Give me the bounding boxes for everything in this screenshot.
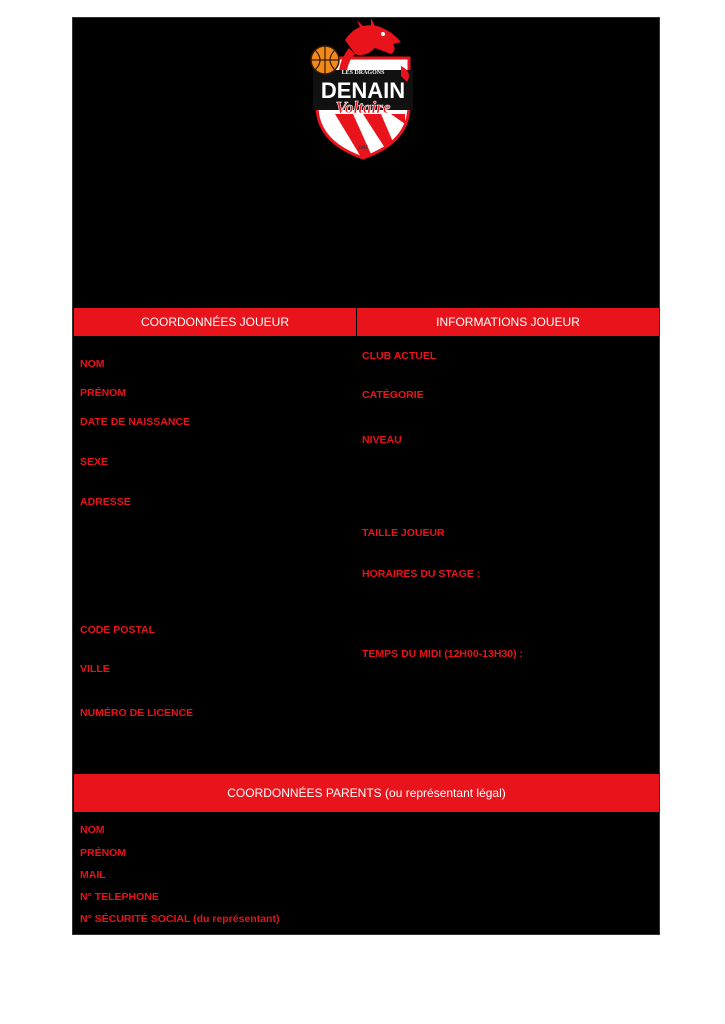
label-temps-midi: TEMPS DU MIDI (12H00-13H30) : [362,648,524,660]
label-adresse: ADRESSE [80,496,131,508]
label-taille: TAILLE JOUEUR [362,527,445,539]
label-parent-telephone: N° TELEPHONE [80,891,159,903]
label-prenom: PRÉNOM [80,387,127,399]
parents-header: COORDONNÉES PARENTS (ou représentant légal) [74,774,659,812]
label-code-postal: CODE POSTAL [80,624,156,636]
label-date-naissance: DATE DE NAISSANCE [80,416,191,428]
label-licence: NUMÉRO DE LICENCE [80,707,194,719]
label-ville: VILLE [80,663,110,675]
logo-name: DENAIN [320,78,406,103]
label-club-actuel: CLUB ACTUEL [362,350,437,362]
label-nom: NOM [80,358,105,370]
player-info-header: INFORMATIONS JOUEUR [357,308,659,336]
label-parent-nom: NOM [80,824,105,836]
label-parent-mail: MAIL [80,869,106,881]
registration-form [72,17,660,935]
club-logo [305,18,421,164]
label-niveau: NIVEAU [362,434,402,446]
label-parent-prenom: PRÉNOM [80,847,127,859]
label-categorie: CATÉGORIE [362,389,424,401]
label-horaires: HORAIRES DU STAGE : [362,568,481,580]
label-parent-secu: N° SÉCURITÉ SOCIAL (du représentant) [80,913,280,925]
logo-script: Voltaire [335,98,391,117]
label-sexe: SEXE [80,456,109,468]
player-contact-header: COORDONNÉES JOUEUR [74,308,356,336]
logo-top-text: LES DRAGONS [341,70,385,76]
logo-year: 1947 [358,146,368,151]
